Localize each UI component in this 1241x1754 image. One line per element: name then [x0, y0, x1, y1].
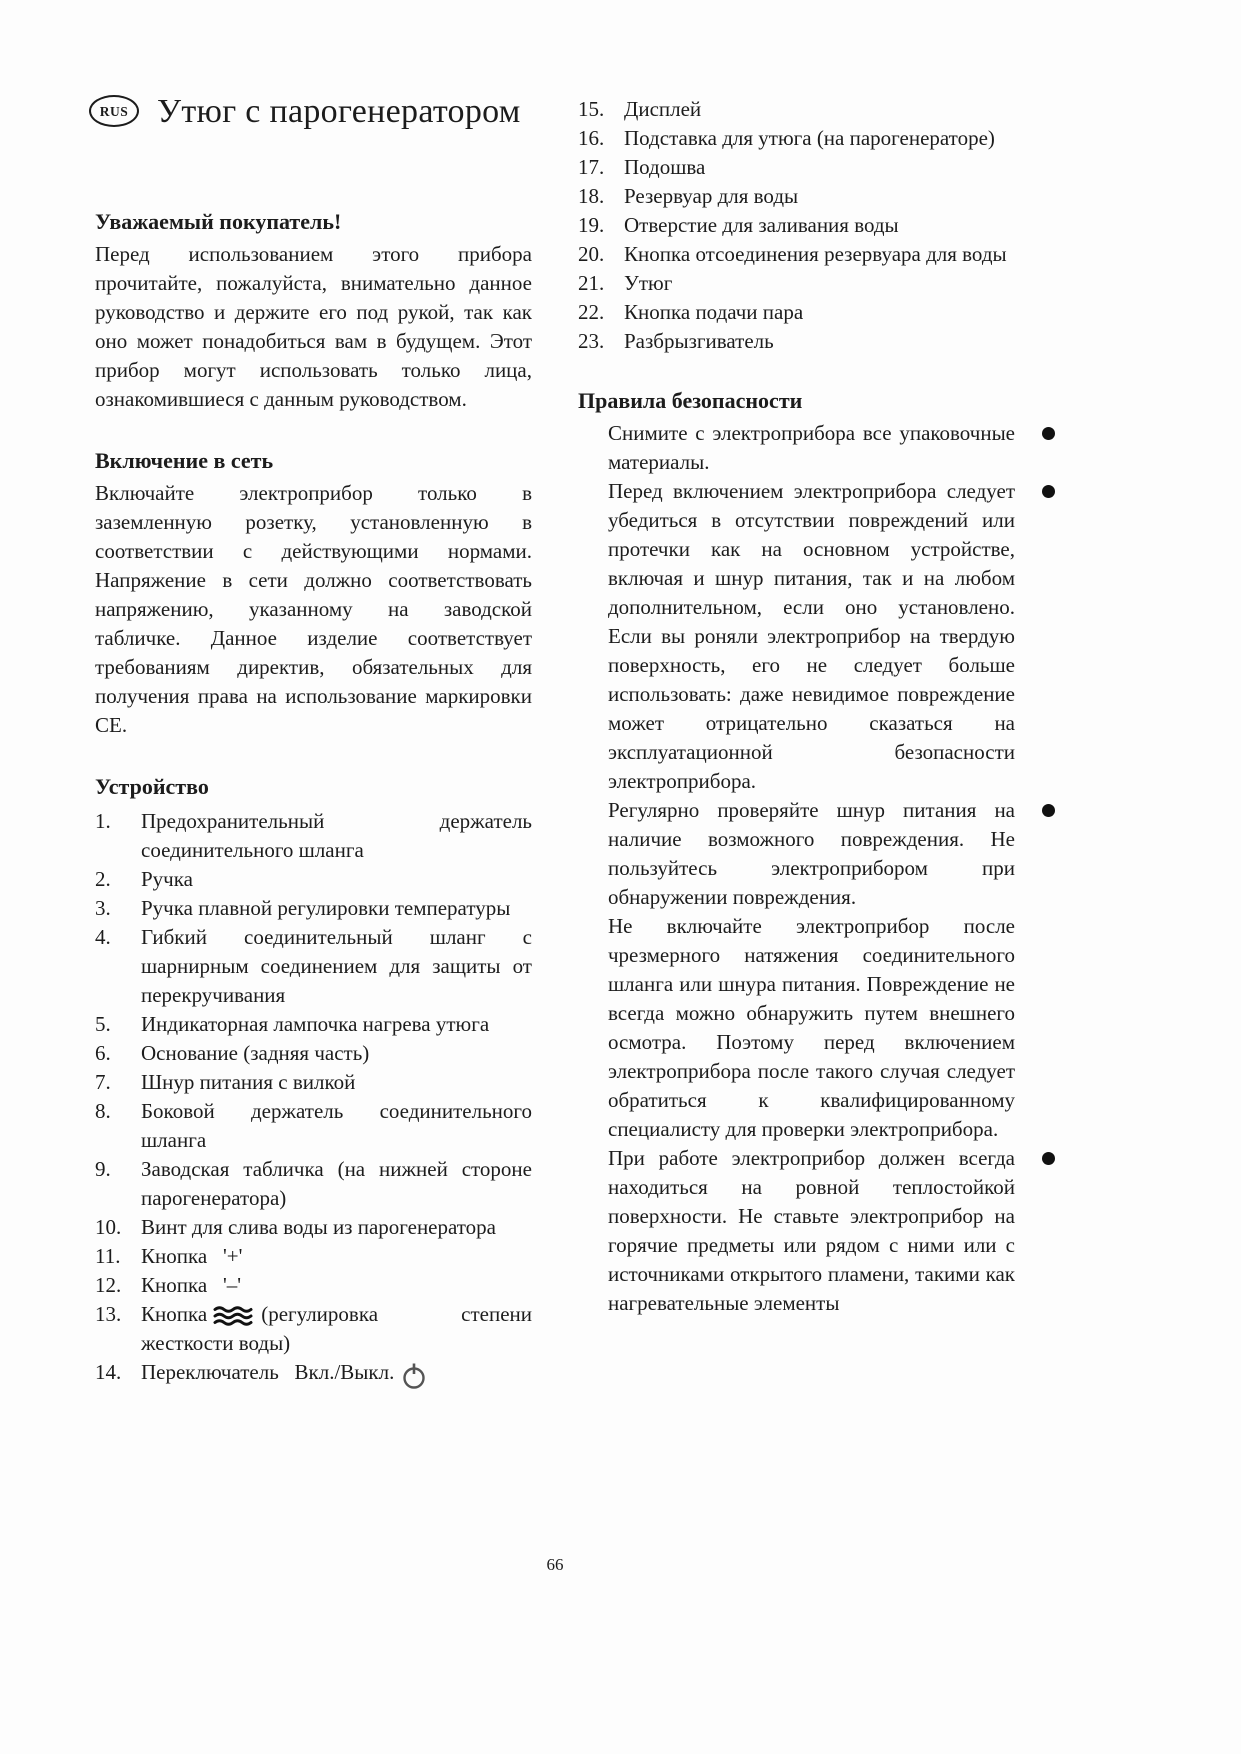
safety-paragraph: [608, 912, 1015, 1144]
safety-paragraph-text: Перед включением электроприбора следует убедиться в отсутствии повреждений или протечки как на основном устройстве, включая и шнур питания, так и на любом дополнительном, если оно установлено. Если вы роняли электроприбор на твердую поверхность, его не следует больше использовать: даже невидимое повреждение может отрицательно сказаться на эксплуатационной безопасности электроприбора.: [608, 479, 1015, 793]
list-item-text: Заводская табличка (на нижней стороне парогенератора): [141, 1157, 532, 1210]
bullet-marker: [1042, 427, 1055, 440]
list-item-text-post: (регулировка степени жесткости воды): [141, 1302, 532, 1355]
list-item-number: 15.: [578, 97, 605, 121]
list-item: [95, 1300, 532, 1358]
list-item: [95, 807, 532, 865]
list-item-text: Дисплей: [624, 97, 702, 121]
power-icon: [401, 1362, 427, 1390]
title-row: [89, 92, 532, 130]
list-item: [578, 327, 1015, 356]
safety-paragraph: [608, 796, 1015, 912]
list-item-text: Резервуар для воды: [624, 184, 799, 208]
safety-paragraph: [608, 419, 1015, 477]
list-item-number: 20.: [578, 242, 605, 266]
list-item-number: 4.: [95, 925, 111, 949]
list-item-text: Ручка плавной регулировки температуры: [141, 896, 511, 920]
heading-greeting: Уважаемый покупатель!: [95, 209, 342, 234]
list-item-text: Индикаторная лампочка нагрева утюга: [141, 1012, 490, 1036]
list-item-number: 1.: [95, 809, 111, 833]
safety-rules-body: [578, 419, 1015, 1318]
list-item-number: 2.: [95, 867, 111, 891]
safety-paragraph: [608, 1144, 1015, 1318]
list-item-number: 11.: [95, 1244, 121, 1268]
list-item: [95, 1010, 532, 1039]
list-item: [578, 153, 1015, 182]
greeting-paragraph: Перед использованием этого прибора прочитайте, пожалуйста, внимательно данное руководство и держите его под рукой, так как оно может понадобиться вам в будущем. Этот прибор могут использовать только лица, ознакомившиеся с данным руководством.: [95, 242, 532, 411]
list-item-text: Кнопка отсоединения резервуара для воды: [624, 242, 1007, 266]
list-item: [578, 95, 1015, 124]
device-parts-list: [95, 807, 532, 1388]
two-column-layout: [95, 92, 1241, 1388]
list-item-text: Предохранительный держатель соединительного шланга: [141, 809, 532, 862]
list-item-text: Боковой держатель соединительного шланга: [141, 1099, 532, 1152]
list-item-text: [141, 1358, 532, 1388]
safety-paragraph-text: При работе электроприбор должен всегда находиться на ровной теплостойкой поверхности. Не ставьте электроприбор на горячие предметы или рядом с ними или с источниками открытого пламени, такими как нагревательные элементы: [608, 1146, 1015, 1315]
safety-paragraph: [608, 477, 1015, 796]
bullet-marker: [1042, 485, 1055, 498]
list-item: [95, 1213, 532, 1242]
list-item: [95, 894, 532, 923]
list-item-text: Кнопка '+': [141, 1244, 243, 1268]
list-item: [95, 1358, 532, 1388]
list-item-text-pre: Переключатель Вкл./Выкл.: [141, 1360, 395, 1384]
list-item-text: Подставка для утюга (на парогенераторе): [624, 126, 995, 150]
list-item-text: Ручка: [141, 867, 193, 891]
list-item-text: Кнопка '–': [141, 1273, 242, 1297]
list-item-text: Утюг: [624, 271, 673, 295]
list-item: [578, 240, 1015, 269]
page-title: Утюг с парогенератором: [157, 92, 521, 130]
list-item-number: 22.: [578, 300, 605, 324]
list-item-number: 10.: [95, 1215, 122, 1239]
list-item-text: Гибкий соединительный шланг с шарнирным соединением для защиты от перекручивания: [141, 925, 532, 1007]
list-item-number: 17.: [578, 155, 605, 179]
list-item: [578, 124, 1015, 153]
list-item-number: 5.: [95, 1012, 111, 1036]
list-item-text: Винт для слива воды из парогенератора: [141, 1215, 497, 1239]
list-item: [578, 269, 1015, 298]
bullet-marker: [1042, 1152, 1055, 1165]
list-item: [578, 182, 1015, 211]
list-item-number: 9.: [95, 1157, 111, 1181]
list-item-number: 12.: [95, 1273, 122, 1297]
list-item-text: [141, 1300, 532, 1358]
list-item-text: Основание (задняя часть): [141, 1041, 370, 1065]
list-item-number: 8.: [95, 1099, 111, 1123]
heading-mains-connection: Включение в сеть: [95, 448, 274, 473]
safety-paragraph-text: Регулярно проверяйте шнур питания на наличие возможного повреждения. Не пользуйтесь электроприбором при обнаружении повреждения.: [608, 798, 1015, 909]
list-item-number: 14.: [95, 1360, 122, 1384]
list-item: [95, 923, 532, 1010]
list-item-text: Отверстие для заливания воды: [624, 213, 899, 237]
list-item: [578, 298, 1015, 327]
list-item: [95, 1039, 532, 1068]
list-item-number: 7.: [95, 1070, 111, 1094]
list-item-text: Разбрызгиватель: [624, 329, 774, 353]
list-item-number: 6.: [95, 1041, 111, 1065]
list-item-text: Подошва: [624, 155, 706, 179]
heading-safety-rules: Правила безопасности: [578, 388, 803, 413]
list-item-number: 13.: [95, 1302, 122, 1326]
list-item-text: Шнур питания с вилкой: [141, 1070, 356, 1094]
device-parts-list-continued: [578, 95, 1015, 356]
list-item-number: 3.: [95, 896, 111, 920]
list-item: [95, 865, 532, 894]
language-badge: RUS: [89, 95, 139, 127]
list-item-number: 23.: [578, 329, 605, 353]
list-item: [95, 1097, 532, 1155]
list-item-number: 16.: [578, 126, 605, 150]
safety-paragraph-text: Не включайте электроприбор после чрезмерного натяжения соединительного шланга или шнура питания. Повреждение не всегда можно обнаружить путем внешнего осмотра. Поэтому перед включением электроприбора после такого случая следует обратиться к квалифицированному специалисту для проверки электроприбора.: [608, 914, 1015, 1141]
safety-paragraph-text: Снимите с электроприбора все упаковочные материалы.: [608, 421, 1015, 474]
left-column: [95, 92, 532, 1388]
list-item: [95, 1242, 532, 1271]
list-item-number: 18.: [578, 184, 605, 208]
heading-device-parts: Устройство: [95, 774, 209, 799]
mains-paragraph: Включайте электроприбор только в заземленную розетку, установленную в соответствии с действующими нормами. Напряжение в сети должно соответствовать напряжению, указанному на заводской табличке. Данное изделие соответствует требованиям директив, обязательных для получения права на использование маркировки СЕ.: [95, 481, 532, 737]
water-hardness-wave-icon: [214, 1306, 254, 1326]
list-item-text: Кнопка подачи пара: [624, 300, 804, 324]
page-number: 66: [546, 1555, 564, 1574]
list-item-number: 19.: [578, 213, 605, 237]
list-item-text-pre: Кнопка: [141, 1302, 208, 1326]
list-item-number: 21.: [578, 271, 605, 295]
list-item: [95, 1271, 532, 1300]
bullet-marker: [1042, 804, 1055, 817]
list-item: [95, 1155, 532, 1213]
list-item: [578, 211, 1015, 240]
list-item: [95, 1068, 532, 1097]
right-column: [578, 95, 1015, 1388]
